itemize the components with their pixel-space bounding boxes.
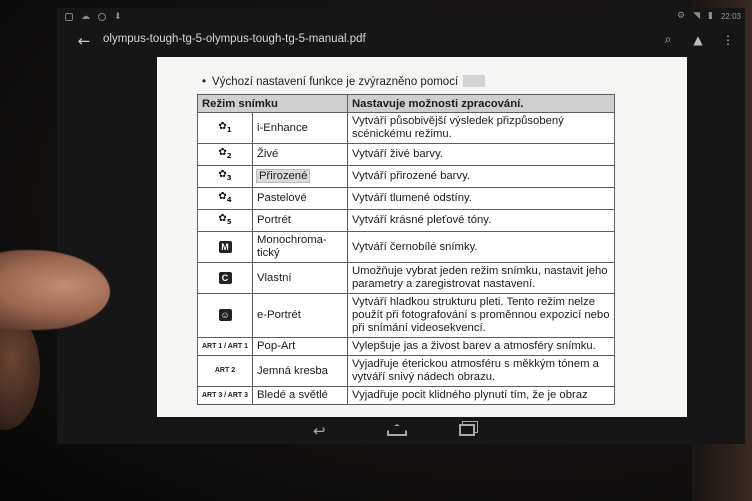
mode-description: Vytváří krásné pleťové tóny. [348,210,615,232]
bullet-label: Výchozí nastavení funkce je zvýrazněno pomocí [212,76,459,88]
mode-icon-cell [198,263,253,294]
vivid-2-icon [218,146,231,163]
mode-description: Vytváří černobílé snímky. [348,232,615,263]
action-bar [57,28,745,54]
mode-glyph: ✿ [218,120,227,132]
e-portrait-icon: ☺ [220,310,230,320]
mode-name [253,188,348,210]
mode-name [253,210,348,232]
mode-name [253,294,348,338]
muted-4-icon [218,190,231,207]
mode-description: Vyjadřuje pocit klidného plynutí tím, že je obraz [348,387,615,405]
header-settings: Nastavuje možnosti zpracování. [348,95,615,113]
mode-name-text: Živé [257,148,279,160]
mode-name [253,356,348,387]
mode-icon-cell [198,387,253,405]
i-enhance-1-icon [218,120,231,137]
download-icon: ⬇ [114,12,122,22]
cloud-icon: ☁ [81,12,90,22]
recent-apps-button[interactable] [459,422,475,440]
mode-name-text: Vlastní [257,271,292,284]
mode-description: Umožňuje vybrat jeden režim snímku, nastavit jeho parametry a zaregistrovat nastavení. [348,263,615,294]
drive-icon[interactable]: ▲ [693,32,703,47]
gallery-icon [65,13,73,21]
picture-mode-table [197,94,615,405]
table-row [198,338,615,356]
mode-description: Vytváří přirozené barvy. [348,166,615,188]
mode-icon-cell [198,188,253,210]
highlight-swatch [463,75,485,87]
table-row [198,356,615,387]
mode-icon-cell [198,294,253,338]
mode-description: Vytváří živé barvy. [348,144,615,166]
chat-icon [98,13,106,21]
mode-glyph: ✿ [218,147,227,158]
mode-glyph: ✿ [218,169,227,180]
custom-C-icon: C [219,272,232,284]
status-bar [57,8,745,28]
mode-name-text: Jemná kresba [257,364,328,377]
art-1-icon: ART 1 / ART 1 [201,342,249,350]
navigation-bar [57,418,745,444]
mode-description: Vytváří působivější výsledek přizpůsobený scénickému režimu. [348,113,615,144]
back-button[interactable]: ↩ [313,422,326,440]
mode-name-text: Pastelové [257,192,307,204]
mode-number: 5 [226,218,232,226]
mode-glyph: ✿ [218,191,227,202]
mode-glyph: ✿ [218,213,227,224]
art-2-icon: ART 2 [214,367,236,375]
table-row [198,188,615,210]
table-row [198,113,615,144]
mode-name [253,387,348,405]
table-header-row [198,95,615,113]
mode-icon-cell [198,232,253,263]
battery-icon: ▮ [708,11,713,21]
table-row [198,263,615,294]
mode-name-text: i-Enhance [257,121,308,134]
wifi-icon: ◥ [693,11,701,21]
mode-description: Vytváří hladkou strukturu pleti. Tento režim nelze použít při fotografování s proměnnou expozicí nebo při snímání videosekvencí. [348,294,615,338]
bullet-dot: • [202,76,207,88]
back-arrow-icon[interactable]: ← [77,32,91,50]
bullet-text [202,75,485,88]
mode-description: Vylepšuje jas a živost barev a atmosféry snímku. [348,338,615,356]
mode-icon-cell [198,210,253,232]
status-time: 22:03 [720,11,741,21]
mode-description: Vyjadřuje éterickou atmosféru s měkkým tónem a vytváří snivý nádech obrazu. [348,356,615,387]
table-row [198,166,615,188]
home-button[interactable] [387,422,407,440]
mode-name-text: Přirozené [259,170,308,182]
mode-icon-cell [198,166,253,188]
mode-name-text: Monochroma-tický [257,234,327,259]
mode-name [253,166,348,188]
mode-name-text: e-Portrét [257,309,301,321]
tablet-screen [57,8,745,444]
mode-icon-cell [198,356,253,387]
mode-number: 1 [226,125,232,134]
pdf-page[interactable] [157,57,687,417]
mode-number: 4 [226,196,232,204]
mode-name [253,338,348,356]
home-icon [387,424,407,436]
mode-name-text: Bledé a světlé [257,389,328,401]
mode-name-text: Portrét [257,214,291,226]
search-icon[interactable]: ⌕ [664,32,672,46]
mode-name [253,113,348,144]
mode-name-text: Pop-Art [257,340,296,352]
mode-description: Vytváří tlumené odstíny. [348,188,615,210]
mode-name [253,232,348,263]
mode-icon-cell [198,144,253,166]
mode-name [253,263,348,294]
art-3-icon: ART 3 / ART 3 [201,391,249,399]
portrait-5-icon [218,212,231,229]
gear-icon: ⚙ [677,11,686,21]
mode-icon-cell [198,338,253,356]
mode-number: 3 [226,174,232,182]
table-row [198,232,615,263]
table-row [198,144,615,166]
mode-icon-cell [198,113,253,144]
recent-apps-icon [459,424,475,436]
header-mode: Režim snímku [198,95,348,113]
monochrome-M-icon: M [219,241,232,253]
table-row [198,294,615,338]
table-row [198,210,615,232]
document-title: olympus-tough-tg-5-olympus-tough-tg-5-manual.pdf [103,33,366,45]
overflow-menu-icon[interactable]: ⋮ [722,32,734,47]
table-row [198,387,615,405]
natural-3-icon [218,168,231,185]
mode-name [253,144,348,166]
mode-number: 2 [226,152,232,160]
